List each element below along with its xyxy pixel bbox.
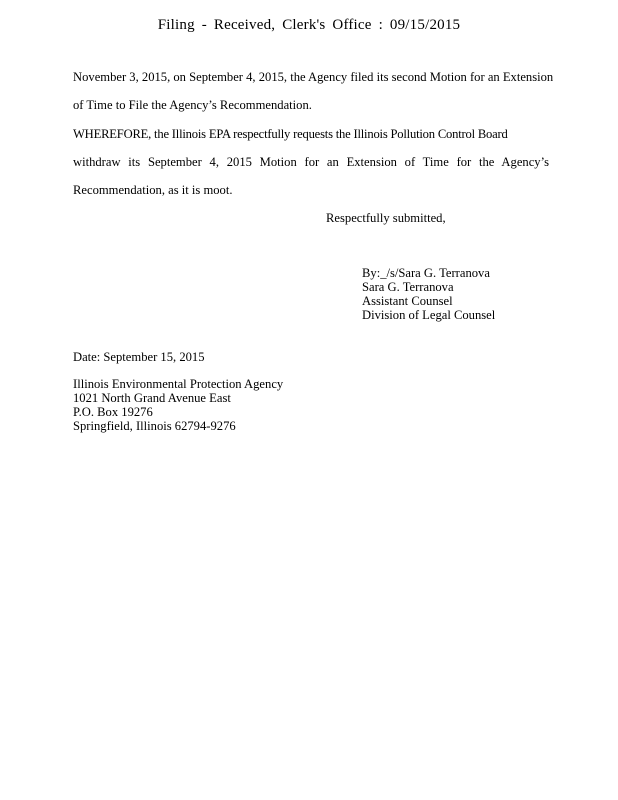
signature-title: Assistant Counsel (362, 294, 453, 308)
paragraph-2-line-2: withdraw its September 4, 2015 Motion for an Extension of Time for the Agency’s (73, 155, 549, 169)
address-agency: Illinois Environmental Protection Agency (73, 377, 284, 391)
address-city: Springfield, Illinois 62794-9276 (73, 419, 236, 433)
paragraph-1-line-1: November 3, 2015, on September 4, 2015, the Agency filed its second Motion for an Extension (73, 70, 554, 84)
signature-division: Division of Legal Counsel (362, 308, 496, 322)
signature-by-line: By:_/s/Sara G. Terranova (362, 266, 490, 280)
paragraph-1-line-2: of Time to File the Agency’s Recommendation. (73, 98, 312, 112)
paragraph-2-line-3: Recommendation, as it is moot. (73, 183, 233, 197)
signature-name: Sara G. Terranova (362, 280, 454, 294)
filing-stamp-header: Filing - Received, Clerk's Office : 09/15/2015 (157, 17, 461, 33)
paragraph-2-line-1: WHEREFORE, the Illinois EPA respectfully requests the Illinois Pollution Control Board (73, 127, 508, 141)
address-street: 1021 North Grand Avenue East (73, 391, 231, 405)
closing-text: Respectfully submitted, (326, 211, 446, 225)
address-po-box: P.O. Box 19276 (73, 405, 153, 419)
date-line: Date: September 15, 2015 (73, 350, 205, 364)
